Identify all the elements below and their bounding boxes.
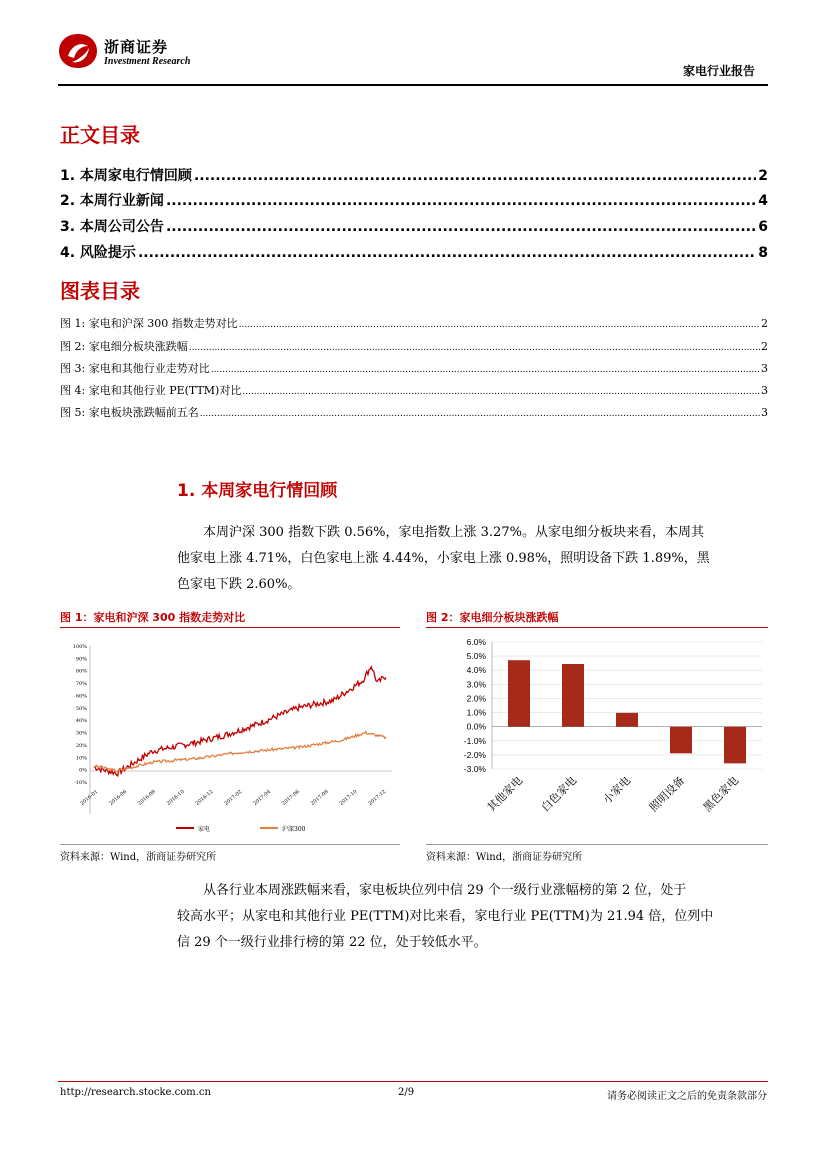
category-label: 小家电	[600, 773, 634, 807]
figure-toc-item[interactable]	[60, 360, 768, 376]
paragraph-line: 他家电上涨 4.71%，白色家电上涨 4.44%，小家电上涨 0.98%，照明设备下跌 1.89%，黑	[177, 551, 710, 566]
figure-toc-item[interactable]	[60, 404, 768, 420]
y-tick-label: 0%	[79, 767, 87, 774]
figure-source: 资料来源：Wind，浙商证券研究所	[60, 852, 217, 863]
y-tick-label: -2.0%	[463, 749, 486, 760]
caption-divider	[426, 627, 768, 628]
y-tick-label: 10%	[75, 755, 87, 762]
y-tick-label: 50%	[75, 705, 87, 712]
figure-caption: 图 2：家电细分板块涨跌幅	[426, 611, 559, 624]
category-label: 黑色家电	[700, 773, 742, 815]
paragraph-line: 从各行业本周涨跌幅来看，家电板块位列中信 29 个一级行业涨幅榜的第 2 位，处于	[203, 883, 687, 898]
x-tick-label: 2016-10	[165, 788, 186, 807]
y-tick-label: 80%	[75, 668, 87, 675]
y-tick-label: -10%	[74, 780, 87, 786]
y-tick-label: -3.0%	[463, 764, 486, 774]
y-tick-label: 20%	[75, 742, 87, 749]
x-tick-label: 2016-08	[137, 788, 157, 807]
footer-divider	[58, 1081, 768, 1082]
page-number: 2/9	[398, 1087, 415, 1098]
report-type: 家电行业报告	[682, 64, 755, 78]
footer-url[interactable]: http://research.stocke.com.cn	[60, 1087, 211, 1098]
toc-item[interactable]	[60, 216, 768, 236]
figure-toc-item[interactable]	[60, 382, 768, 398]
category-label: 其他家电	[484, 773, 526, 815]
source-divider	[426, 844, 768, 845]
y-tick-label: 4.0%	[466, 665, 486, 676]
toc-item-page: 6	[758, 219, 768, 235]
toc-item-page: 8	[758, 245, 768, 261]
bar	[562, 664, 584, 727]
y-tick-label: 5.0%	[466, 651, 486, 662]
brand-name-cn: 浙商证券	[104, 38, 169, 56]
figure-toc-label: 图 3: 家电和其他行业走势对比	[60, 362, 210, 375]
bar	[616, 713, 638, 727]
x-tick-label: 2017-12	[367, 788, 388, 807]
bar	[724, 727, 746, 764]
x-tick-label: 2017-04	[252, 788, 273, 807]
figure-toc-label: 图 1: 家电和沪深 300 指数走势对比	[60, 317, 238, 330]
toc-item-page: 2	[758, 168, 768, 184]
x-tick-label: 2016-12	[194, 788, 215, 807]
figure-toc-page: 3	[761, 406, 768, 419]
figure-toc-label: 图 2: 家电细分板块涨跌幅	[60, 340, 188, 353]
y-tick-label: 2.0%	[466, 693, 486, 704]
paragraph-line: 信 29 个一级行业排行榜的第 22 位，处于较低水平。	[177, 935, 487, 950]
figure-toc-title: 图表目录	[60, 279, 140, 303]
source-divider	[60, 844, 400, 845]
y-tick-label: 6.0%	[466, 637, 486, 647]
x-tick-label: 2017-10	[338, 788, 359, 807]
figure-toc-item[interactable]	[60, 338, 768, 354]
appliance-series-line	[94, 667, 386, 776]
brand-name-en: Investment Research	[104, 56, 191, 67]
y-tick-label: 3.0%	[466, 679, 486, 690]
toc-title: 正文目录	[60, 123, 140, 147]
legend-label-appliance: 家电	[198, 826, 211, 833]
legend-label-hs300: 沪深300	[282, 826, 306, 833]
toc-item-page: 4	[758, 193, 768, 209]
y-tick-label: 40%	[75, 718, 87, 725]
y-tick-label: -1.0%	[463, 735, 486, 746]
bar	[508, 660, 530, 726]
y-tick-label: 1.0%	[466, 707, 486, 718]
y-tick-label: 30%	[75, 730, 87, 737]
toc-item-label: 4. 风险提示	[60, 245, 136, 261]
figure-toc-page: 2	[761, 317, 768, 330]
y-tick-label: 60%	[75, 693, 87, 700]
toc-item[interactable]	[60, 165, 768, 185]
toc-item-label: 2. 本周行业新闻	[60, 193, 164, 209]
caption-divider	[60, 627, 400, 628]
category-label: 照明设备	[646, 773, 688, 815]
x-tick-label: 2016-01	[79, 788, 100, 807]
section-heading: 1. 本周家电行情回顾	[177, 481, 338, 501]
x-tick-label: 2016-06	[108, 788, 129, 807]
figure-toc-page: 2	[761, 340, 768, 353]
figure-toc-item[interactable]	[60, 315, 768, 331]
figure-toc-label: 图 5: 家电板块涨跌幅前五名	[60, 406, 199, 419]
toc-item[interactable]	[60, 242, 768, 262]
y-tick-label: 100%	[72, 644, 87, 650]
toc-item-label: 1. 本周家电行情回顾	[60, 168, 192, 184]
figure-toc-page: 3	[761, 362, 768, 375]
header-divider	[58, 84, 768, 86]
paragraph-line: 本周沪深 300 指数下跌 0.56%，家电指数上涨 3.27%。从家电细分板块来看，本周其	[203, 525, 704, 540]
bar	[670, 727, 692, 754]
brokerage-logo-icon	[56, 32, 100, 70]
segment-change-bar-chart	[426, 632, 768, 840]
toc-item[interactable]	[60, 190, 768, 210]
x-tick-label: 2017-02	[223, 788, 244, 807]
paragraph-line: 较高水平；从家电和其他行业 PE(TTM)对比来看，家电行业 PE(TTM)为 21.94 倍，位列中	[177, 909, 714, 924]
category-label: 白色家电	[538, 773, 580, 815]
toc-item-label: 3. 本周公司公告	[60, 219, 164, 235]
y-tick-label: 90%	[75, 656, 87, 663]
footer-disclaimer: 请务必阅读正文之后的免责条款部分	[607, 1091, 767, 1102]
x-tick-label: 2017-06	[281, 788, 301, 807]
hs300-series-line	[94, 732, 386, 772]
index-trend-chart	[60, 632, 400, 840]
y-tick-label: 70%	[75, 681, 87, 688]
figure-toc-page: 3	[761, 384, 768, 397]
figure-toc-label: 图 4: 家电和其他行业 PE(TTM)对比	[60, 384, 242, 397]
x-tick-label: 2017-08	[309, 788, 330, 807]
figure-source: 资料来源：Wind，浙商证券研究所	[426, 852, 583, 863]
y-tick-label: 0.0%	[466, 721, 486, 732]
figure-caption: 图 1：家电和沪深 300 指数走势对比	[60, 611, 246, 624]
paragraph-line: 色家电下跌 2.60%。	[177, 577, 301, 592]
